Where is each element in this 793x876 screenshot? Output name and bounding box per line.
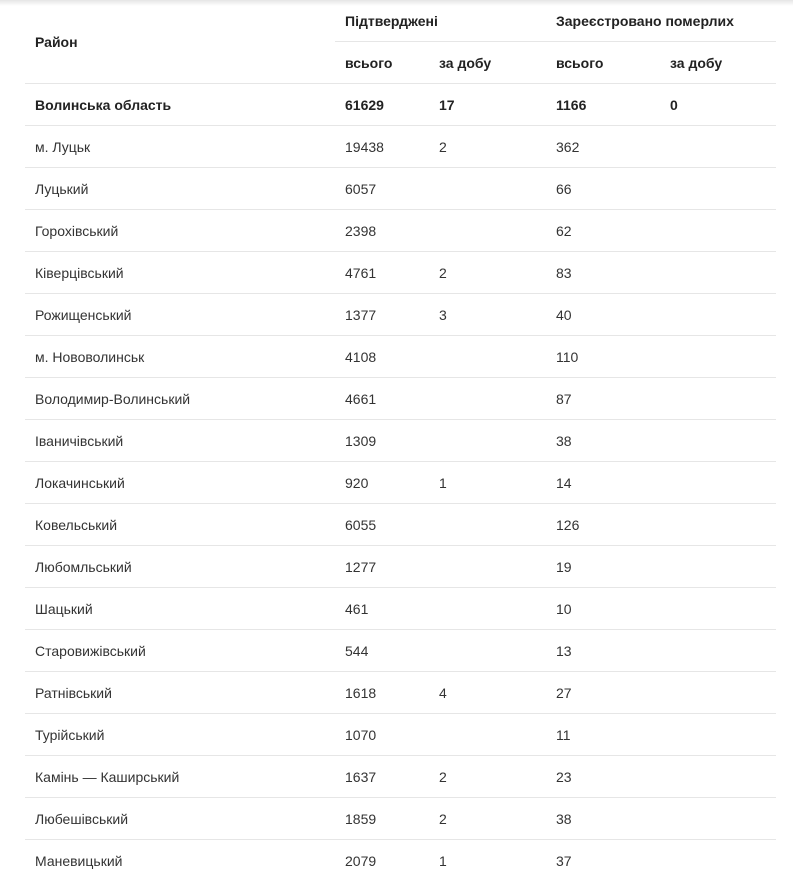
cell-deaths-total: 10 xyxy=(546,588,660,630)
cell-district-name: Горохівський xyxy=(25,210,335,252)
table-row-total xyxy=(25,84,776,126)
cell-district-name: Іваничівський xyxy=(25,420,335,462)
cell-deaths-total: 110 xyxy=(546,336,660,378)
cell-deaths-total: 126 xyxy=(546,504,660,546)
cell-confirmed-day xyxy=(429,630,546,672)
cell-confirmed-total: 920 xyxy=(335,462,429,504)
cell-deaths-total: 62 xyxy=(546,210,660,252)
cell-confirmed-day xyxy=(429,714,546,756)
cell-deaths-day xyxy=(660,714,776,756)
cell-deaths-day xyxy=(660,546,776,588)
cell-deaths-day xyxy=(660,462,776,504)
table-row xyxy=(25,504,776,546)
cell-confirmed-day xyxy=(429,420,546,462)
table-row xyxy=(25,126,776,168)
cell-confirmed-total: 544 xyxy=(335,630,429,672)
table-row xyxy=(25,798,776,840)
cell-deaths-day xyxy=(660,252,776,294)
cell-deaths-day xyxy=(660,798,776,840)
cell-confirmed-total: 4761 xyxy=(335,252,429,294)
table-row xyxy=(25,630,776,672)
cell-deaths-total: 83 xyxy=(546,252,660,294)
cell-confirmed-day: 2 xyxy=(429,252,546,294)
cell-deaths-total: 11 xyxy=(546,714,660,756)
covid-stats-table xyxy=(25,0,776,876)
cell-confirmed-total: 1070 xyxy=(335,714,429,756)
cell-district-name: Любешівський xyxy=(25,798,335,840)
cell-deaths-day xyxy=(660,168,776,210)
cell-confirmed-total: 1859 xyxy=(335,798,429,840)
header-rayon: Район xyxy=(25,0,335,84)
cell-deaths-day xyxy=(660,210,776,252)
cell-deaths-total: 23 xyxy=(546,756,660,798)
cell-district-name: Камінь — Каширський xyxy=(25,756,335,798)
cell-deaths-total: 87 xyxy=(546,378,660,420)
cell-deaths-total: 37 xyxy=(546,840,660,876)
cell-district-name: Ківерцівський xyxy=(25,252,335,294)
table-row xyxy=(25,672,776,714)
cell-confirmed-total: 2079 xyxy=(335,840,429,876)
header-row-groups xyxy=(25,0,776,42)
cell-confirmed-total: 1618 xyxy=(335,672,429,714)
table-row xyxy=(25,378,776,420)
cell-confirmed-total: 1377 xyxy=(335,294,429,336)
cell-deaths-day: 0 xyxy=(660,84,776,126)
header-confirmed-group: Підтверджені xyxy=(335,0,546,42)
cell-deaths-total: 40 xyxy=(546,294,660,336)
cell-deaths-day xyxy=(660,504,776,546)
cell-district-name: Володимир-Волинський xyxy=(25,378,335,420)
cell-confirmed-total: 1309 xyxy=(335,420,429,462)
cell-deaths-total: 1166 xyxy=(546,84,660,126)
cell-deaths-day xyxy=(660,672,776,714)
table-row xyxy=(25,840,776,876)
cell-deaths-day xyxy=(660,588,776,630)
cell-district-name: Маневицький xyxy=(25,840,335,876)
header-deaths-day: за добу xyxy=(660,42,776,84)
cell-confirmed-day: 2 xyxy=(429,798,546,840)
cell-district-name: Турійський xyxy=(25,714,335,756)
cell-deaths-day xyxy=(660,840,776,876)
cell-confirmed-day xyxy=(429,168,546,210)
cell-confirmed-total: 4108 xyxy=(335,336,429,378)
cell-confirmed-day xyxy=(429,504,546,546)
cell-confirmed-total: 2398 xyxy=(335,210,429,252)
cell-district-name: Ратнівський xyxy=(25,672,335,714)
cell-confirmed-total: 6055 xyxy=(335,504,429,546)
cell-deaths-total: 27 xyxy=(546,672,660,714)
cell-confirmed-total: 19438 xyxy=(335,126,429,168)
table-row xyxy=(25,210,776,252)
cell-confirmed-day: 2 xyxy=(429,756,546,798)
cell-confirmed-total: 6057 xyxy=(335,168,429,210)
table-row xyxy=(25,294,776,336)
header-confirmed-day: за добу xyxy=(429,42,546,84)
cell-district-name: Ковельський xyxy=(25,504,335,546)
cell-confirmed-total: 1637 xyxy=(335,756,429,798)
cell-deaths-total: 13 xyxy=(546,630,660,672)
cell-district-name: Рожищенський xyxy=(25,294,335,336)
cell-deaths-day xyxy=(660,378,776,420)
cell-confirmed-day: 4 xyxy=(429,672,546,714)
cell-district-name: м. Нововолинськ xyxy=(25,336,335,378)
table-row xyxy=(25,546,776,588)
cell-deaths-day xyxy=(660,420,776,462)
cell-confirmed-day: 1 xyxy=(429,462,546,504)
cell-confirmed-day xyxy=(429,588,546,630)
table-row xyxy=(25,336,776,378)
cell-deaths-day xyxy=(660,630,776,672)
cell-district-name: м. Луцьк xyxy=(25,126,335,168)
table-header xyxy=(25,0,776,84)
cell-district-name: Любомльський xyxy=(25,546,335,588)
cell-confirmed-day xyxy=(429,378,546,420)
header-deaths-total: всього xyxy=(546,42,660,84)
cell-confirmed-day: 17 xyxy=(429,84,546,126)
cell-confirmed-total: 4661 xyxy=(335,378,429,420)
cell-district-name: Старовижівський xyxy=(25,630,335,672)
cell-district-name: Локачинський xyxy=(25,462,335,504)
cell-confirmed-day: 2 xyxy=(429,126,546,168)
cell-district-name: Луцький xyxy=(25,168,335,210)
cell-confirmed-total: 461 xyxy=(335,588,429,630)
cell-confirmed-total: 1277 xyxy=(335,546,429,588)
cell-deaths-total: 38 xyxy=(546,798,660,840)
table-body xyxy=(25,84,776,876)
cell-confirmed-day xyxy=(429,336,546,378)
cell-deaths-total: 38 xyxy=(546,420,660,462)
cell-deaths-total: 362 xyxy=(546,126,660,168)
cell-deaths-total: 66 xyxy=(546,168,660,210)
cell-deaths-day xyxy=(660,756,776,798)
cell-confirmed-day: 3 xyxy=(429,294,546,336)
table-row xyxy=(25,714,776,756)
header-confirmed-total: всього xyxy=(335,42,429,84)
table-row xyxy=(25,462,776,504)
cell-deaths-total: 19 xyxy=(546,546,660,588)
cell-confirmed-day: 1 xyxy=(429,840,546,876)
cell-confirmed-day xyxy=(429,546,546,588)
cell-confirmed-day xyxy=(429,210,546,252)
cell-confirmed-total: 61629 xyxy=(335,84,429,126)
table-row xyxy=(25,420,776,462)
header-deaths-group: Зареєстровано померлих xyxy=(546,0,776,42)
cell-deaths-day xyxy=(660,294,776,336)
table-row xyxy=(25,588,776,630)
cell-deaths-total: 14 xyxy=(546,462,660,504)
table-row xyxy=(25,168,776,210)
table-row xyxy=(25,756,776,798)
cell-district-name: Шацький xyxy=(25,588,335,630)
table-row xyxy=(25,252,776,294)
cell-region-name: Волинська область xyxy=(25,84,335,126)
cell-deaths-day xyxy=(660,126,776,168)
cell-deaths-day xyxy=(660,336,776,378)
